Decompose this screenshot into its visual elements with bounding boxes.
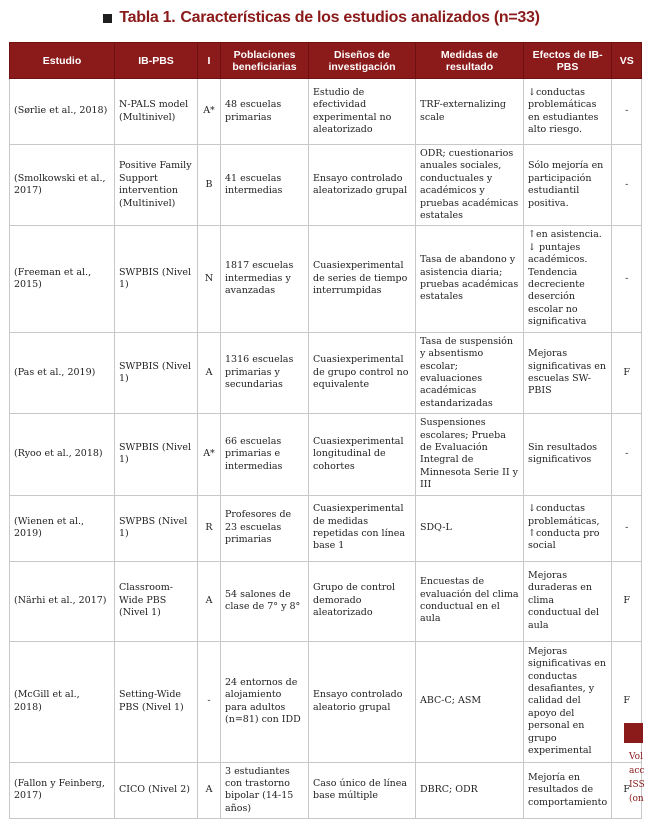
- cell-poblaciones: 41 escuelas intermedias: [221, 145, 309, 226]
- cell-poblaciones: 1817 escuelas intermedias y avanzadas: [221, 226, 309, 332]
- header-ib-pbs: IB-PBS: [115, 43, 198, 79]
- table-row: [10, 226, 642, 332]
- cell-disenos: Estudio de efectividad experimental no aleatorizado: [309, 79, 416, 145]
- cell-efectos: Mejoras duraderas en clima conductual del aula: [524, 561, 612, 641]
- cell-vs: F: [612, 762, 642, 819]
- cell-estudio: (Fallon y Feinberg, 2017): [10, 762, 115, 819]
- cell-ib-pbs: SWPBS (Nivel 1): [115, 495, 198, 561]
- cell-efectos: Sin resultados significativos: [524, 414, 612, 495]
- header-poblaciones: Poblaciones beneficiarias: [221, 43, 309, 79]
- cell-i: A*: [198, 79, 221, 145]
- cell-medidas: ODR; cuestionarios anuales sociales, conductuales y académicos y pruebas académicas estatales: [416, 145, 524, 226]
- cell-disenos: Cuasiexperimental de series de tiempo interrumpidas: [309, 226, 416, 332]
- table-header-row: [10, 43, 642, 79]
- table-label: Tabla 1.: [119, 9, 176, 26]
- cell-poblaciones: 3 estudiantes con trastorno bipolar (14-15 años): [221, 762, 309, 819]
- side-text-line: (on: [629, 794, 644, 804]
- cell-medidas: Encuestas de evaluación del clima conductual en el aula: [416, 561, 524, 641]
- cell-ib-pbs: SWPBIS (Nivel 1): [115, 414, 198, 495]
- table-title: [103, 9, 539, 27]
- cell-ib-pbs: SWPBIS (Nivel 1): [115, 332, 198, 413]
- header-efectos: Efectos de IB-PBS: [524, 43, 612, 79]
- cell-medidas: Suspensiones escolares; Prueba de Evaluación Integral de Minnesota Serie II y III: [416, 414, 524, 495]
- cell-estudio: (Smolkowski et al., 2017): [10, 145, 115, 226]
- cell-i: -: [198, 641, 221, 762]
- cell-poblaciones: 48 escuelas primarias: [221, 79, 309, 145]
- side-text-line: ISS: [629, 780, 645, 790]
- cell-i: A*: [198, 414, 221, 495]
- cell-estudio: (McGill et al., 2018): [10, 641, 115, 762]
- cell-medidas: ABC-C; ASM: [416, 641, 524, 762]
- cell-medidas: Tasa de suspensión y absentismo escolar; evaluaciones académicas estandarizadas: [416, 332, 524, 413]
- cell-disenos: Cuasiexperimental longitudinal de cohortes: [309, 414, 416, 495]
- table-row: [10, 332, 642, 413]
- cell-medidas: Tasa de abandono y asistencia diaria; pruebas académicas estatales: [416, 226, 524, 332]
- table-row: [10, 79, 642, 145]
- cell-medidas: DBRC; ODR: [416, 762, 524, 819]
- cell-ib-pbs: Classroom-Wide PBS (Nivel 1): [115, 561, 198, 641]
- cell-disenos: Cuasiexperimental de medidas repetidas con línea base 1: [309, 495, 416, 561]
- cell-vs: -: [612, 145, 642, 226]
- cell-estudio: (Pas et al., 2019): [10, 332, 115, 413]
- cell-estudio: (Wienen et al., 2019): [10, 495, 115, 561]
- cell-i: A: [198, 762, 221, 819]
- cell-disenos: Ensayo controlado aleatorio grupal: [309, 641, 416, 762]
- header-medidas: Medidas de resultado: [416, 43, 524, 79]
- cell-poblaciones: 54 salones de clase de 7° y 8°: [221, 561, 309, 641]
- cell-vs: -: [612, 226, 642, 332]
- header-i: I: [198, 43, 221, 79]
- cell-efectos: Mejoras significativas en conductas desafiantes, y calidad del apoyo del personal en grupo experimental: [524, 641, 612, 762]
- cell-efectos: ↓conductas problemáticas, ↑conducta pro social: [524, 495, 612, 561]
- cell-efectos: ↑en asistencia. ↓ puntajes académicos. Tendencia decreciente deserción escolar no significativa: [524, 226, 612, 332]
- cell-efectos: Mejoras significativas en escuelas SW-PBIS: [524, 332, 612, 413]
- square-bullet-icon: [103, 14, 112, 23]
- table-caption: Características de los estudios analizados (n=33): [180, 9, 540, 26]
- table-row: [10, 145, 642, 226]
- cell-medidas: TRF-externalizing scale: [416, 79, 524, 145]
- cell-efectos: Mejoría en resultados de comportamiento: [524, 762, 612, 819]
- cell-estudio: (Ryoo et al., 2018): [10, 414, 115, 495]
- cell-i: N: [198, 226, 221, 332]
- cell-i: A: [198, 332, 221, 413]
- cell-vs: F: [612, 561, 642, 641]
- cell-i: R: [198, 495, 221, 561]
- cell-poblaciones: Profesores de 23 escuelas primarias: [221, 495, 309, 561]
- header-estudio: Estudio: [10, 43, 115, 79]
- cell-disenos: Ensayo controlado aleatorizado grupal: [309, 145, 416, 226]
- table-row: [10, 641, 642, 762]
- cell-estudio: (Närhi et al., 2017): [10, 561, 115, 641]
- cell-i: B: [198, 145, 221, 226]
- header-disenos: Diseños de investigación: [309, 43, 416, 79]
- cell-disenos: Cuasiexperimental de grupo control no equivalente: [309, 332, 416, 413]
- cell-ib-pbs: Positive Family Support intervention (Multinivel): [115, 145, 198, 226]
- studies-table: [9, 42, 645, 819]
- side-text-line: acc: [629, 766, 645, 776]
- cell-vs: -: [612, 79, 642, 145]
- cell-medidas: SDQ-L: [416, 495, 524, 561]
- cell-vs: -: [612, 414, 642, 495]
- cell-efectos: ↓conductas problemáticas en estudiantes alto riesgo.: [524, 79, 612, 145]
- vs-thumbnail-image: [624, 723, 643, 743]
- table-row: [10, 414, 642, 495]
- cell-poblaciones: 66 escuelas primarias e intermedias: [221, 414, 309, 495]
- cell-disenos: Caso único de línea base múltiple: [309, 762, 416, 819]
- cell-vs: F: [612, 332, 642, 413]
- table-row: [10, 495, 642, 561]
- cell-ib-pbs: N-PALS model (Multinivel): [115, 79, 198, 145]
- table-row: [10, 561, 642, 641]
- cell-estudio: (Freeman et al., 2015): [10, 226, 115, 332]
- cell-i: A: [198, 561, 221, 641]
- table-row: [10, 762, 642, 819]
- cell-ib-pbs: Setting-Wide PBS (Nivel 1): [115, 641, 198, 762]
- cell-disenos: Grupo de control demorado aleatorizado: [309, 561, 416, 641]
- header-vs: VS: [612, 43, 642, 79]
- cell-poblaciones: 1316 escuelas primarias y secundarias: [221, 332, 309, 413]
- cell-efectos: Sólo mejoría en participación estudiantil positiva.: [524, 145, 612, 226]
- side-text-line: Vol: [629, 752, 643, 762]
- cell-ib-pbs: CICO (Nivel 2): [115, 762, 198, 819]
- cell-vs: F: [612, 641, 642, 762]
- cell-ib-pbs: SWPBIS (Nivel 1): [115, 226, 198, 332]
- cell-estudio: (Sørlie et al., 2018): [10, 79, 115, 145]
- title-bar: [0, 0, 643, 36]
- cell-poblaciones: 24 entornos de alojamiento para adultos (n=81) con IDD: [221, 641, 309, 762]
- cell-vs: -: [612, 495, 642, 561]
